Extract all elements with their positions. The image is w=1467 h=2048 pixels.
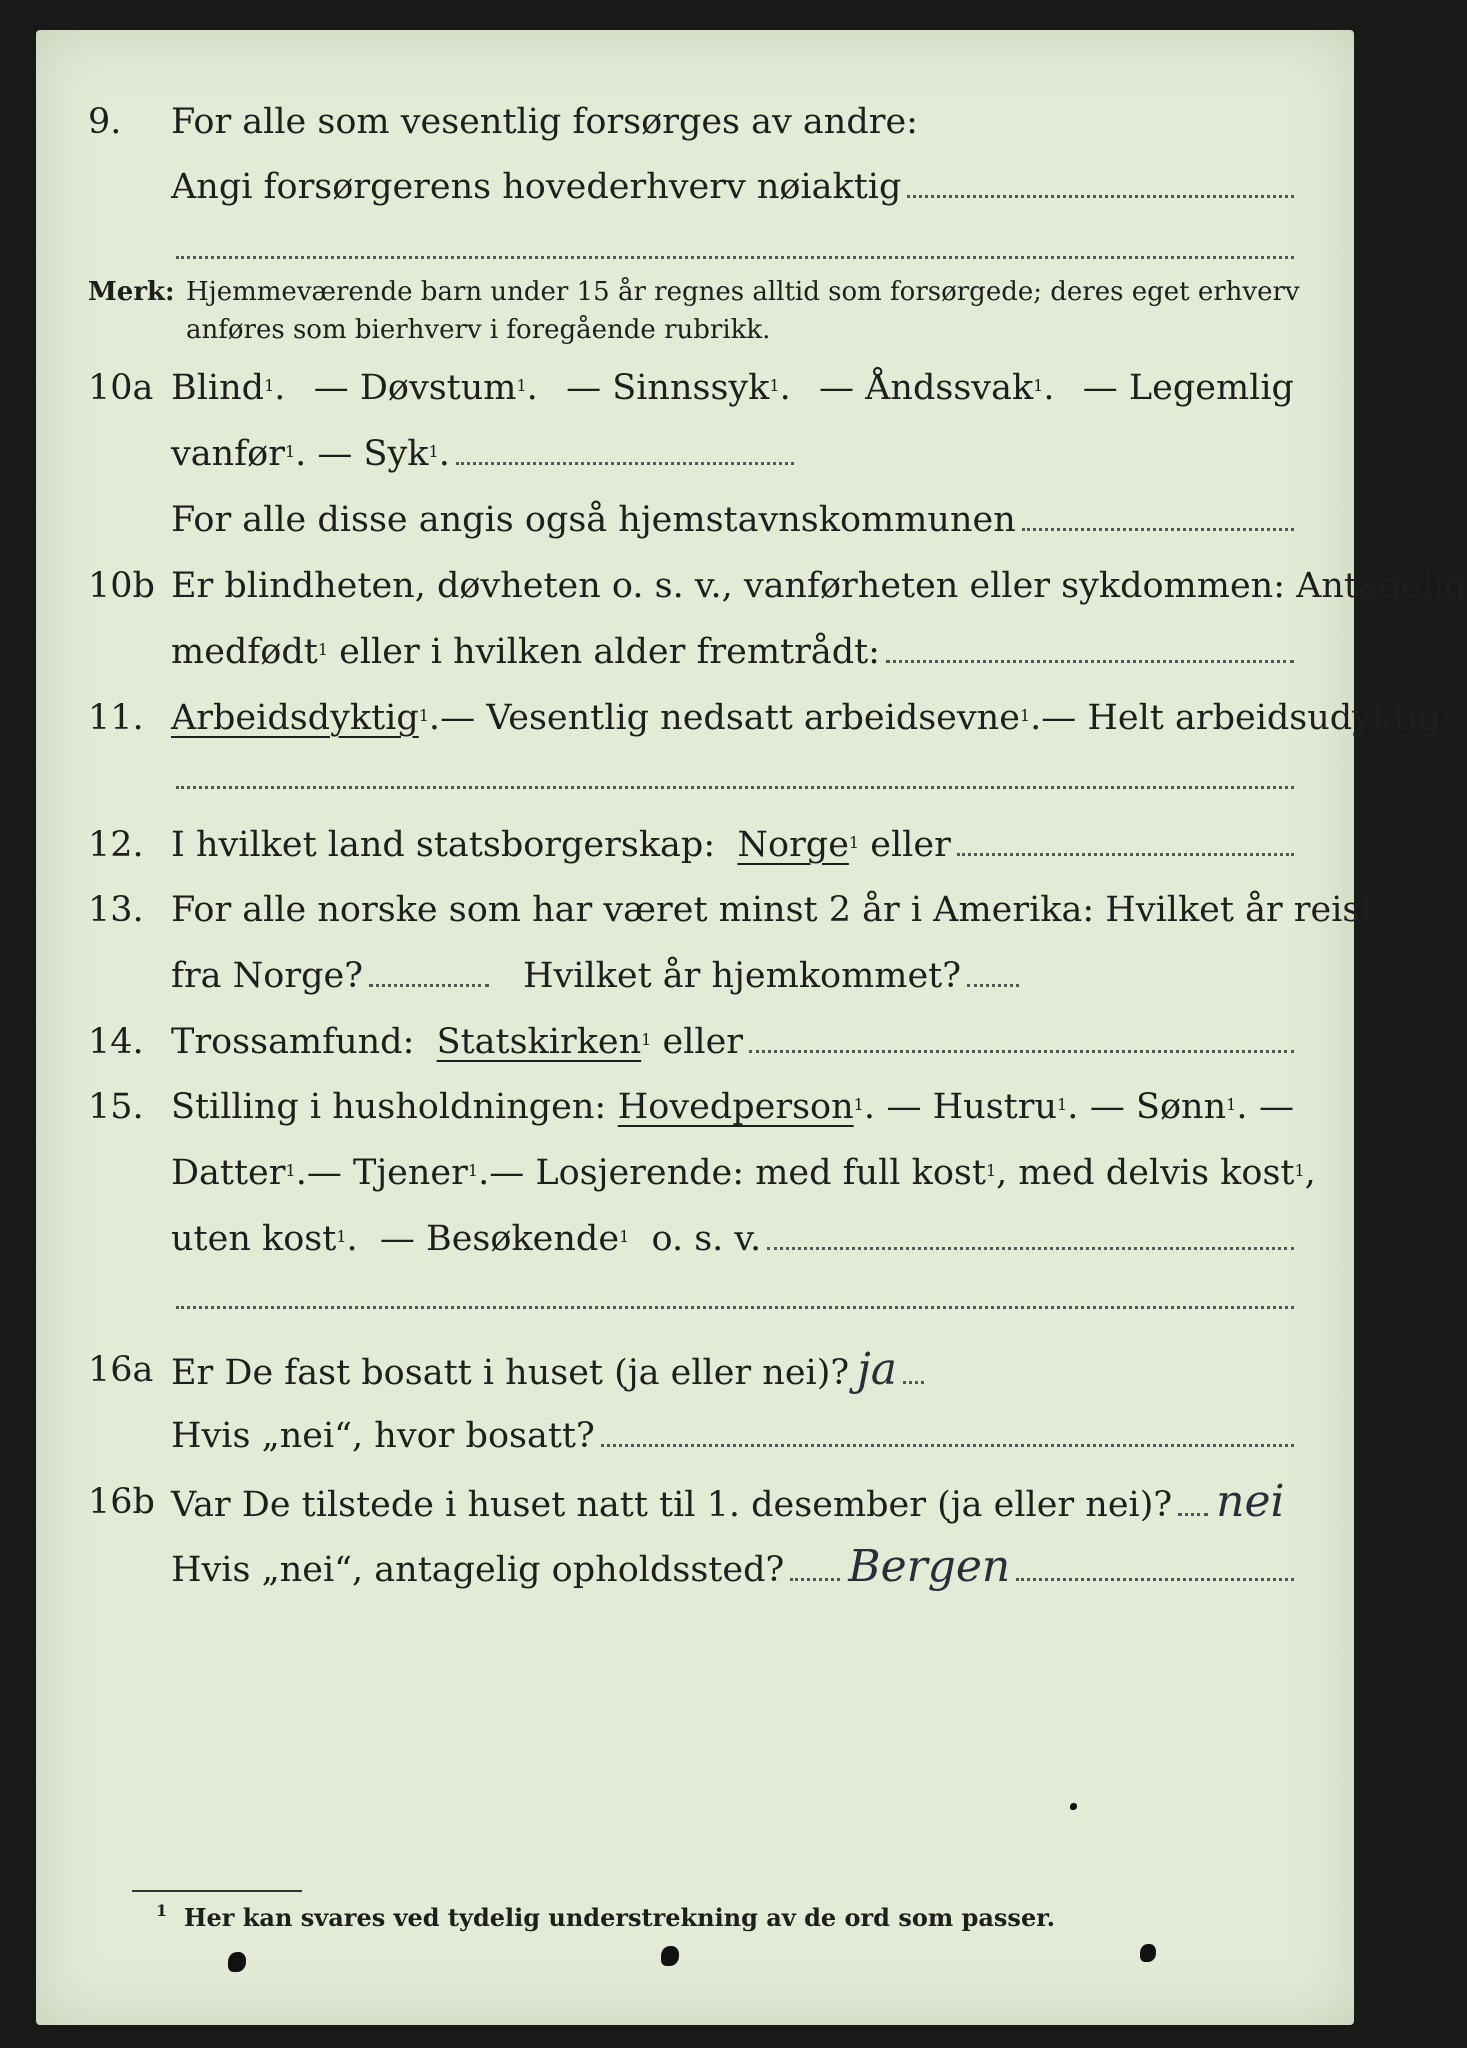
q10a-number: 10a bbox=[88, 368, 154, 408]
q15-extra-rule bbox=[176, 1305, 1294, 1309]
q16b-opholdssted-field[interactable] bbox=[1016, 1577, 1294, 1581]
q15-opt-tjener: — Tjener$^1$. bbox=[306, 1153, 490, 1193]
q10a-text3: For alle disse angis også hjemstavnskommunen bbox=[171, 500, 1016, 540]
q9-text2: Angi forsørgerens hovederhverv nøiaktig bbox=[171, 167, 902, 207]
merk-label: Merk: bbox=[88, 277, 175, 307]
q16b-text2: Hvis „nei“, antagelig opholdssted? bbox=[171, 1550, 785, 1590]
q16b-opholdssted-handwritten[interactable]: Bergen bbox=[848, 1541, 1011, 1592]
q16a-answer-field[interactable] bbox=[903, 1380, 924, 1384]
ink-blot-left bbox=[228, 1952, 246, 1972]
q11-opt-nedsatt[interactable]: — Vesentlig nedsatt arbeidsevne$^1$. bbox=[440, 698, 1042, 738]
q13-reist-field[interactable] bbox=[369, 983, 489, 987]
q12-opt-norge[interactable]: Norge$^1$ bbox=[737, 825, 860, 865]
q14-text: Trossamfund: bbox=[171, 1022, 415, 1062]
q12-answer-field[interactable] bbox=[957, 852, 1294, 856]
q16b-text1: Var De tilstede i huset natt til 1. desember (ja eller nei)? bbox=[171, 1485, 1173, 1525]
q15-osv: o. s. v. bbox=[651, 1219, 762, 1259]
q15-opt-delvis: , med delvis kost$^1$, bbox=[996, 1153, 1316, 1193]
q10a-opt-andssvak: — Åndssvak$^1$. bbox=[819, 368, 1055, 408]
q10b-opt-medfodt: medfødt$^1$ bbox=[171, 632, 328, 672]
q15-opt-hustru: — Hustru$^1$. bbox=[886, 1087, 1079, 1127]
q16b-number: 16b bbox=[88, 1482, 155, 1522]
q15-answer-field[interactable] bbox=[767, 1246, 1294, 1250]
q12-text: I hvilket land statsborgerskap: bbox=[171, 825, 716, 865]
q12-eller: eller bbox=[870, 825, 951, 865]
q15-dash: — bbox=[1259, 1087, 1294, 1127]
footnote bbox=[156, 1903, 1055, 1932]
q16a-answer-handwritten[interactable]: ja bbox=[857, 1344, 898, 1395]
q16b-answer-handwritten[interactable]: nei bbox=[1216, 1476, 1285, 1527]
q15-opt-datter: Datter$^1$. bbox=[171, 1153, 307, 1193]
q14-number: 14. bbox=[88, 1022, 144, 1062]
q11-opt-arbeidsdyktig[interactable]: Arbeidsdyktig$^1$. bbox=[171, 698, 441, 738]
q10b-answer-field[interactable] bbox=[886, 659, 1294, 663]
q15-text1: Stilling i husholdningen: bbox=[171, 1087, 607, 1127]
q14-eller: eller bbox=[662, 1022, 744, 1062]
q10a-opt-dovstum: — Døvstum$^1$. bbox=[313, 368, 538, 408]
q10b-text1: Er blindheten, døvheten o. s. v., vanførheten eller sykdommen: Antagelig bbox=[171, 566, 1467, 606]
q11-number: 11. bbox=[88, 698, 144, 738]
q10b-text2: eller i hvilken alder fremtrådt: bbox=[339, 632, 880, 672]
q10a-hjemstavn-field[interactable] bbox=[1022, 527, 1294, 531]
q13-text1: For alle norske som har været minst 2 år i Amerika: Hvilket år reist bbox=[171, 890, 1375, 930]
q15-opt-hovedperson[interactable]: Hovedperson$^1$. bbox=[617, 1087, 875, 1127]
q15-opt-uten-kost: uten kost$^1$. bbox=[171, 1219, 380, 1259]
q16b-answer-field[interactable] bbox=[1178, 1512, 1208, 1516]
q16a-bosatt-field[interactable] bbox=[601, 1443, 1294, 1447]
q10a-opt-blind: Blind$^1$. bbox=[171, 368, 286, 408]
q16a-text2: Hvis „nei“, hvor bosatt? bbox=[171, 1416, 595, 1456]
q9-answer-field[interactable] bbox=[907, 194, 1294, 198]
footnote-text: Her kan svares ved tydelig understrekning av de ord som passer. bbox=[183, 1903, 1056, 1932]
q10a-opt-legemlig: — Legemlig bbox=[1082, 368, 1294, 408]
q15-number: 15. bbox=[88, 1087, 144, 1127]
q13-number: 13. bbox=[88, 890, 144, 930]
q10a-opt-vanfor: vanfør$^1$. bbox=[171, 434, 318, 474]
q14-answer-field[interactable] bbox=[749, 1049, 1294, 1053]
q9-extra-rule bbox=[176, 255, 1294, 259]
q13-hjemkommet-field[interactable] bbox=[967, 983, 1019, 987]
ink-dot bbox=[1070, 1803, 1077, 1810]
q16b-lead-dots bbox=[790, 1577, 840, 1581]
q15-opt-losjerende-full: — Losjerende: med full kost$^1$ bbox=[489, 1153, 997, 1193]
q13-text2a: fra Norge? bbox=[171, 956, 363, 996]
q11-extra-rule bbox=[176, 785, 1294, 789]
q14-opt-statskirken[interactable]: Statskirken$^1$ bbox=[436, 1022, 652, 1062]
q10a-opt-syk: — Syk$^1$. bbox=[317, 434, 450, 474]
q12-number: 12. bbox=[88, 825, 144, 865]
merk-text2: anføres som bierhverv i foregående rubrikk. bbox=[186, 315, 771, 345]
q15-opt-sonn: — Sønn$^1$. bbox=[1089, 1087, 1248, 1127]
q9-number: 9. bbox=[88, 102, 122, 142]
q10b-number: 10b bbox=[88, 566, 155, 606]
footnote-rule bbox=[132, 1890, 302, 1892]
q16a-number: 16a bbox=[88, 1350, 154, 1390]
q16a-text1: Er De fast bosatt i huset (ja eller nei)? bbox=[171, 1353, 850, 1393]
footnote-mark: 1 bbox=[156, 1901, 168, 1920]
q11-opt-udyktig[interactable]: — Helt arbeidsudyktig$^1$. bbox=[1041, 698, 1463, 738]
ink-blot-middle bbox=[661, 1946, 679, 1966]
merk-text1: Hjemmeværende barn under 15 år regnes alltid som forsørgede; deres eget erhverv bbox=[186, 277, 1300, 307]
q13-text2b: Hvilket år hjemkommet? bbox=[523, 956, 962, 996]
census-form-sheet bbox=[36, 30, 1467, 2025]
q15-opt-besokende: — Besøkende$^1$ bbox=[379, 1219, 630, 1259]
q10a-opt-sinnssyk: — Sinnssyk$^1$. bbox=[566, 368, 791, 408]
q10a-syk-field[interactable] bbox=[456, 461, 794, 465]
q9-text1: For alle som vesentlig forsørges av andre: bbox=[171, 102, 918, 142]
ink-blot-right bbox=[1140, 1944, 1156, 1962]
